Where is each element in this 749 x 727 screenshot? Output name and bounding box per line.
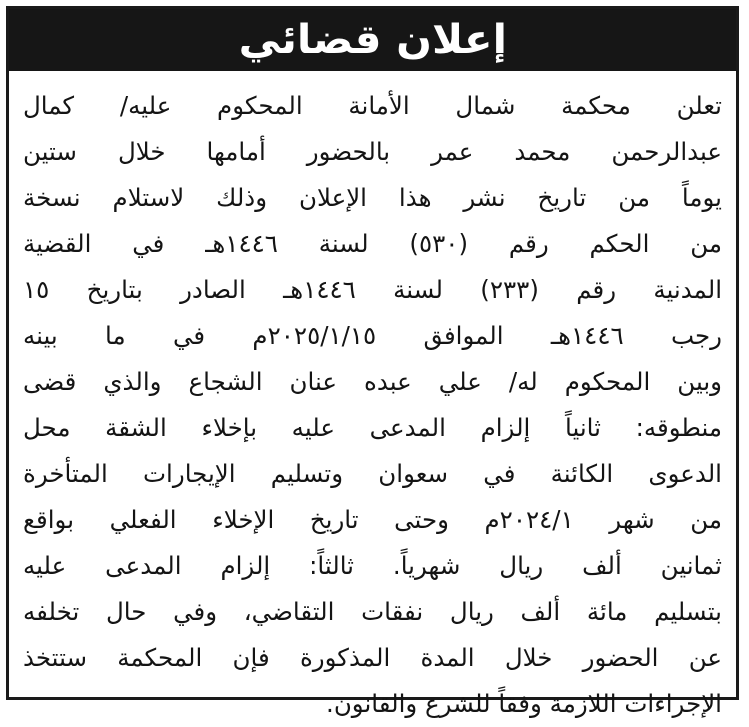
notice-line: يوماً من تاريخ نشر هذا الإعلان وذلك لاستلام نسخة [23, 183, 722, 212]
notice-line: من الحكم رقم (٥٣٠) لسنة ١٤٤٦هـ في القضية [23, 229, 722, 258]
notice-line: رجب ١٤٤٦هـ الموافق ٢٠٢٥/١/١٥م في ما بينه [23, 321, 722, 350]
notice-line: عبدالرحمن محمد عمر بالحضور أمامها خلال ستين [23, 137, 722, 166]
court-notice [6, 6, 739, 718]
notice-line: ثمانين ألف ريال شهرياً. ثالثاً: إلزام المدعى عليه [23, 551, 722, 580]
notice-line: منطوقه: ثانياً إلزام المدعى عليه بإخلاء الشقة محل [23, 413, 722, 442]
notice-line: المدنية رقم (٢٣٣) لسنة ١٤٤٦هـ الصادر بتاريخ ١٥ [23, 275, 722, 304]
notice-line: وبين المحكوم له/ علي عبده عنان الشجاع والذي قضى [23, 367, 722, 396]
notice-line: من شهر ٢٠٢٤/١م وحتى تاريخ الإخلاء الفعلي بواقع [23, 505, 722, 534]
notice-line: بتسليم مائة ألف ريال نفقات التقاضي، وفي حال تخلفه [23, 597, 722, 626]
notice-body [23, 83, 722, 727]
notice-line: تعلن محكمة شمال الأمانة المحكوم عليه/ كمال [23, 91, 722, 120]
notice-line: عن الحضور خلال المدة المذكورة فإن المحكمة ستتخذ [23, 643, 722, 672]
notice-line: الدعوى الكائنة في سعوان وتسليم الإيجارات المتأخرة [23, 459, 722, 488]
notice-line: الإجراءات اللازمة وفقاً للشرع والقانون. [326, 689, 722, 718]
notice-title: إعلان قضائي [238, 17, 507, 63]
notice-header [9, 9, 736, 71]
